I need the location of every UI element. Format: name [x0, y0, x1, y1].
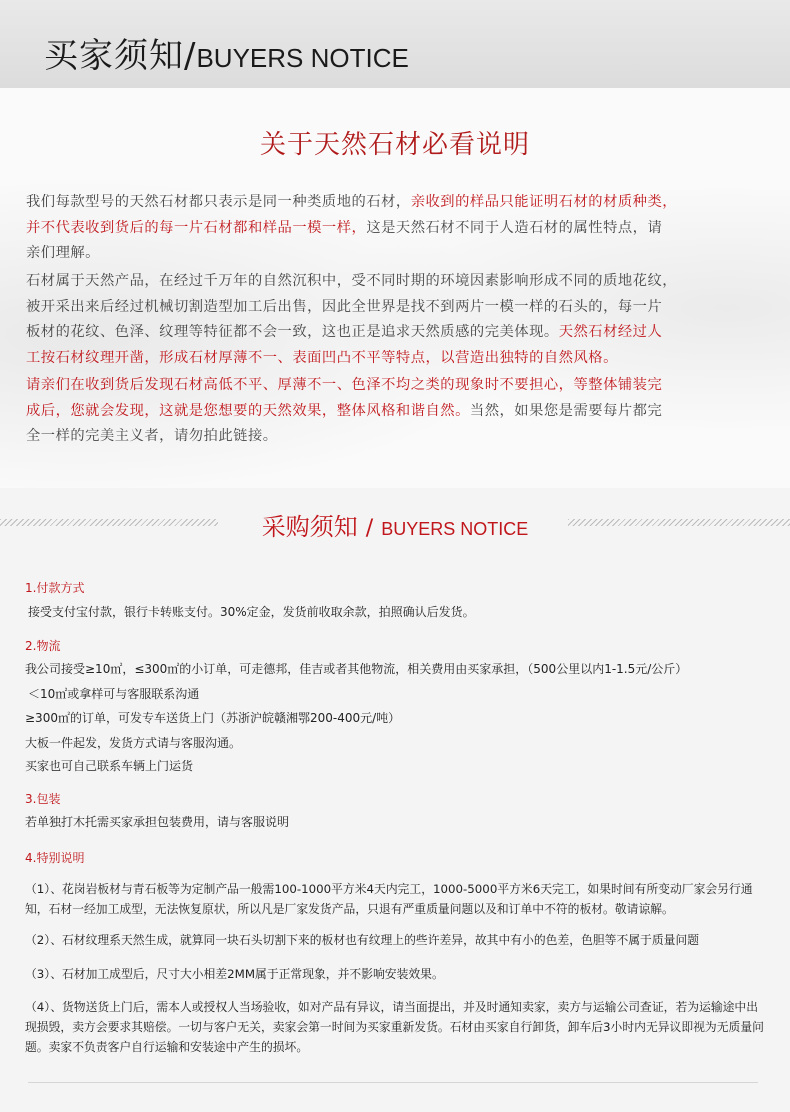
special-note: （3）、石材加工成型后，尺寸大小相差2MM属于正常现象，并不影响安装效果。 — [25, 967, 444, 981]
bottom-divider — [28, 1082, 758, 1083]
payment-heading: 1.付款方式 — [25, 581, 85, 595]
paragraph-line — [26, 190, 766, 216]
body-text: 板材的花纹、色泽、纹理等特征都不会一致，这也正是追求天然质感的完美体现。 — [26, 324, 559, 340]
stone-paragraph-3 — [26, 373, 766, 450]
highlight-text: 成后，您就会发现，这就是您想要的天然效果，整体风格和谐自然。 — [26, 402, 470, 419]
body-text: 当然，如果您是需要每片都完 — [469, 402, 663, 419]
paragraph-line — [26, 241, 766, 267]
paragraph-line — [26, 216, 766, 242]
packing-text: 若单独打木托需买家承担包装费用，请与客服说明 — [25, 815, 290, 829]
body-text: 石材属于天然产品，在经过千万年的自然沉积中，受不同时期的环境因素影响形成不同的质地花纹， — [26, 273, 678, 289]
special-note: （4）、货物送货上门后，需本人或授权人当场验收，如对产品有异议，请当面提出，并及时通知卖家，卖方与运输公司查证，若为运输途中出现损毁，卖方会要求其赔偿。一切与客户无关，卖家会第一时间为买家重新发货。石材由买家自行卸货，卸车后3小时内无异议即视为无质量问题。卖家不负责客户自行运输和安装途中产生的损坏。 — [25, 1000, 764, 1054]
highlight-text: 请亲们在收到货后发现石材高低不平、厚薄不一、色泽不均之类的现象时不要担心，等整体铺装完 — [26, 377, 663, 393]
paragraph-line — [26, 346, 766, 372]
special-note: （2）、石材纹理系天然生成，就算同一块石头切割下来的板材也有纹理上的些许差异，故其中有小的色差，色胆等不属于质量问题 — [25, 933, 700, 947]
highlight-text: 亲收到的样品只能证明石材的材质种类， — [410, 194, 678, 210]
logistics-heading: 2.物流 — [25, 639, 61, 653]
highlight-text: 天然石材经过人 — [558, 324, 663, 340]
paragraph-line — [26, 269, 766, 295]
page-title: 买家须知/BUYERS NOTICE — [44, 36, 409, 76]
body-text: 全一样的完美主义者，请勿拍此链接。 — [26, 428, 278, 444]
logistics-line: 大板一件起发，发货方式请与客服沟通。 — [25, 736, 242, 750]
paragraph-line — [26, 320, 766, 346]
special-heading: 4.特别说明 — [25, 851, 85, 865]
logistics-line: ≥300㎡的订单，可发专车送货上门（苏浙沪皖赣湘鄂200-400元/吨） — [25, 711, 401, 725]
highlight-text: 并不代表收到货后的每一片石材都和样品一模一样， — [26, 219, 367, 236]
stone-paragraph-2 — [26, 269, 766, 371]
paragraph-line — [26, 399, 766, 425]
highlight-text: 工按石材纹理开凿，形成石材厚薄不一、表面凹凸不平等特点，以营造出独特的自然风格。 — [26, 349, 618, 366]
packing-heading: 3.包装 — [25, 792, 61, 806]
paragraph-line — [26, 373, 766, 399]
body-text: 亲们理解。 — [26, 245, 100, 261]
stone-section-title: 关于天然石材必看说明 — [259, 130, 530, 160]
logistics-line: 我公司接受≥10㎡，≤300㎡的小订单，可走德邦，佳吉或者其他物流，相关费用由买家承担，（500公里以内1-1.5元/公斤） — [25, 662, 688, 676]
body-text: 我们每款型号的天然石材都只表示是同一种类质地的石材， — [26, 194, 411, 210]
logistics-line: 买家也可自己联系车辆上门运货 — [25, 759, 194, 773]
payment-text: 接受支付宝付款，银行卡转账支付。30%定金，发货前收取余款，拍照确认后发货。 — [28, 605, 475, 619]
purchase-section-title: 采购须知 / BUYERS NOTICE — [261, 513, 529, 541]
paragraph-line — [26, 295, 766, 321]
special-note: （1）、花岗岩板材与青石板等为定制产品一般需100-1000平方米4天内完工，1000-5000平方米6天完工，如果时间有所变动厂家会另行通知，石材一经加工成型，无法恢复原状，所以凡是厂家发货产品，只退有严重质量问题以及和订单中不符的板材。敬请谅解。 — [25, 882, 753, 916]
stone-paragraph-1 — [26, 190, 766, 267]
logistics-line: ＜10㎡或拿样可与客服联系沟通 — [28, 687, 200, 701]
body-text: 被开采出来后经过机械切割造型加工后出售，因此全世界是找不到两片一模一样的石头的，每一片 — [26, 298, 663, 315]
body-text: 这是天然石材不同于人造石材的属性特点，请 — [366, 219, 663, 236]
paragraph-line — [26, 424, 766, 450]
